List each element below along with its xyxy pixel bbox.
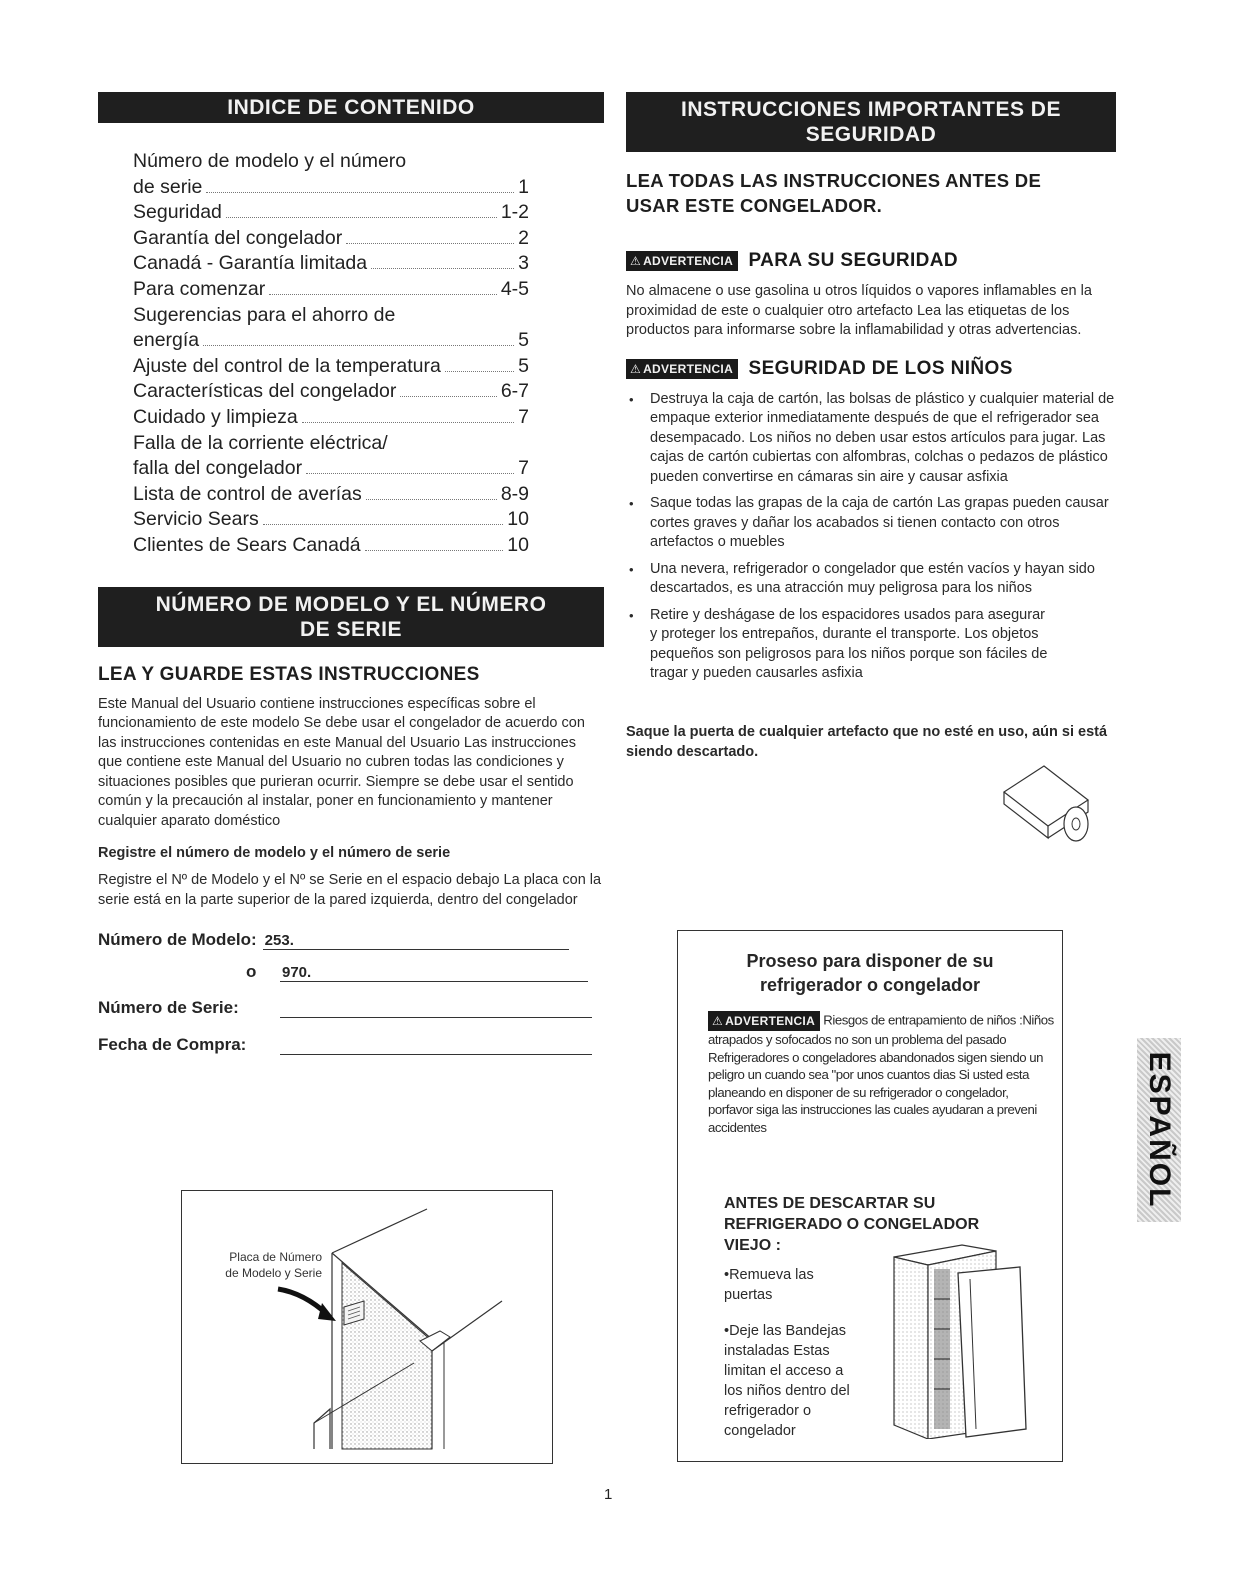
model-number-alt-row [98,956,604,982]
toc-entry-label: Sugerencias para el ahorro de [133,303,396,326]
model-number-field-1[interactable]: 253. [263,932,569,950]
register-heading: Registre el número de modelo y el número de serie [98,845,451,861]
right-column [626,92,1116,762]
toc-leader-dots [346,243,514,244]
entrapment-lead: Riesgos de entrapamiento [823,1012,967,1028]
toc-entry-page: 5 [518,329,529,352]
disposal-steps [724,1265,864,1441]
warning-badge [708,1011,820,1031]
toc-leader-dots [302,422,514,423]
warning-badge [626,359,738,379]
serial-number-row [98,992,604,1018]
toc-entry [133,379,529,405]
toc-entry [133,533,529,559]
toc-entry-label: Cuidado y limpieza [133,405,298,428]
toc-entry-page: 1 [518,175,529,198]
model-number-field-2[interactable]: 970. [280,964,588,982]
model-title-line2: DE SERIE [299,617,403,641]
toc-leader-dots [226,217,497,218]
manual-intro-text: Este Manual del Usuario contiene instrucciones específicas sobre el funcionamiento de este modelo Se debe usar el congelador de acuerdo con las instrucciones contenidas en este Manual del Usuario Las instrucciones que contiene este Manual del Usuario no cubren todas las condiciones y situaciones posibles que purieran ocurrir. Siempre se debe usar el sentido común y la precaución al instalar, poner en funcionamiento y mantener cualquier aparato doméstico [98,695,585,829]
warning-badge-label: ADVERTENCIA [725,1014,816,1028]
toc-entry-label: Clientes de Sears Canadá [133,533,361,556]
toc-entry-label: Ajuste del control de la temperatura [133,354,441,377]
toc-title: INDICE DE CONTENIDO [98,92,604,123]
warning-children-header [626,358,1116,380]
model-title-line1: NÚMERO DE MODELO Y EL NÚMERO [155,592,547,616]
model-number-row [98,924,604,950]
toc-leader-dots [365,550,504,551]
toc-entry-page: 7 [518,405,529,428]
table-of-contents [133,149,529,559]
warning-badge-label: ADVERTENCIA [643,361,734,376]
toc-entry-label: Número de modelo y el número [133,150,407,172]
toc-entry [133,354,529,380]
toc-entry [133,405,529,431]
toc-entry-page: 8-9 [500,482,529,505]
toc-leader-dots [206,192,514,193]
page-number: 1 [604,1486,613,1503]
toc-leader-dots [306,473,514,474]
step-leave-shelves: •Deje las Bandejas instaladas Estas limitan el acceso a los niños dentro del refrigerador o congelador [724,1323,850,1439]
toc-entry-label: Para comenzar [133,277,266,300]
model-section-title [98,587,604,647]
toc-entry [133,456,529,482]
toc-entry-label: Falla de la corriente eléctrica/ [133,431,388,454]
toc-entry [133,431,529,457]
language-tab-label: ESPAÑOL [1143,1051,1176,1209]
toc-leader-dots [366,499,497,500]
toc-leader-dots [203,345,514,346]
safety-section-title [626,92,1116,152]
warning-badge-label: ADVERTENCIA [643,254,734,268]
toc-entry-page: 4-5 [500,277,529,300]
child-safety-item: • Saque todas las grapas de la caja de cartón Las grapas pueden causar cortes graves y dañar los acabados si tienen contacto con otros artefactos o muebles [626,494,1116,553]
safety-title-line2: SEGURIDAD [805,123,937,146]
toc-entry-label: de serie [133,175,203,198]
read-keep-heading: LEA Y GUARDE ESTAS INSTRUCCIONES [98,663,480,685]
left-column [98,92,604,1055]
read-all-heading: LEA TODAS LAS INSTRUCCIONES ANTES DE USAR ESTE CONGELADOR. [626,170,1042,216]
toc-entry-page: 2 [518,226,529,249]
toc-entry [133,175,529,201]
toc-entry [133,507,529,533]
toc-leader-dots [269,294,497,295]
toc-entry [133,149,529,175]
toc-entry-page: 3 [518,252,529,275]
purchase-date-field[interactable] [280,1054,592,1055]
toc-entry-label: Seguridad [133,201,222,224]
warning-badge [626,251,738,271]
flammable-warning-text: No almacene o use gasolina u otros líquidos o vapores inflamables en la proximidad de este o cualquier otro artefacto Lea las etiquetas de los productos para informarse sobre la inflamabilidad y otras advertencias. [626,283,1092,338]
entrapment-warning [708,1011,1054,1137]
toc-entry-page: 10 [507,533,529,556]
toc-entry [133,303,529,329]
toc-entry-label: Servicio Sears [133,508,259,531]
safety-title-line1: INSTRUCCIONES IMPORTANTES DE [681,98,1061,121]
toc-entry [133,226,529,252]
model-number-label: Número de Modelo: [98,930,257,949]
warning-title-safety: PARA SU SEGURIDAD [748,250,958,271]
disposal-title: Proseso para disponer de su refrigerador o congelador [746,951,994,995]
toc-leader-dots [263,524,504,525]
toc-leader-dots [445,371,514,372]
serial-number-field[interactable] [280,1017,592,1018]
warning-safety-header [626,250,1116,272]
toc-entry-page: 6-7 [500,380,529,403]
child-safety-item: • Retire y deshágase de los espacidores usados para asegurar y proteger los entrepaños, durante el transporte. Los objetos pequeños son peligrosos para los niños porque son fáciles de tragar y pueden causarles asfixia [626,606,1050,684]
child-safety-item: • Destruya la caja de cartón, las bolsas de plástico y cualquier material de empaque exterior inmediatamente después de que el refrigerador sea desempacado. Los niños no deben usar estos artículos para jugar. Las cajas de cartón cubiertas con alfombras, colchas o pedazos de plástico pueden convertirse en cámaras sin aire y causar asfixia [626,390,1116,488]
toc-entry-page: 1-2 [500,201,529,224]
freezer-door-removed-drawing [886,1239,1036,1439]
door-removal-note: Saque la puerta de cualquier artefacto que no esté en uso, aún si está siendo descartado. [626,723,1108,760]
model-plate-illustration [181,1190,553,1464]
toc-entry [133,251,529,277]
toc-entry [133,200,529,226]
child-safety-item: • Una nevera, refrigerador o congelador que estén vacíos y hayan sido descartados, es una atracción muy peligrosa para los niños [626,560,1116,599]
plate-caption-line2: de Modelo y Serie [225,1266,322,1280]
toc-leader-dots [400,396,496,397]
toc-leader-dots [371,268,514,269]
freezer-corner-drawing [182,1191,552,1463]
toc-entry [133,277,529,303]
serial-number-label: Número de Serie: [98,998,239,1017]
toc-entry-label: Lista de control de averías [133,482,362,505]
toc-entry [133,328,529,354]
warning-triangle-icon: ⚠ [630,361,642,376]
toc-entry-page: 5 [518,354,529,377]
purchase-date-label: Fecha de Compra: [98,1035,247,1054]
shelf-spacer-illustration [996,760,1100,848]
child-safety-list [626,390,1116,684]
register-text: Registre el Nº de Modelo y el Nº se Serie en el espacio debajo La placa con la serie está en la parte superior de la pared izquierda, dentro del congelador [98,872,602,908]
toc-entry [133,482,529,508]
language-side-tab [1137,1038,1181,1222]
before-discard-heading: ANTES DE DESCARTAR SU REFRIGERADO O CONGELADOR VIEJO : [724,1195,980,1254]
registration-fields [98,924,604,1055]
toc-entry-label: falla del congelador [133,457,303,480]
toc-entry-page: 7 [518,457,529,480]
toc-entry-label: Canadá - Garantía limitada [133,252,368,275]
toc-entry-label: energía [133,329,200,352]
warning-title-children: SEGURIDAD DE LOS NIÑOS [748,357,1013,379]
warning-triangle-icon: ⚠ [712,1014,724,1028]
purchase-date-row [98,1029,604,1055]
toc-entry-label: Características del congelador [133,380,397,403]
entrapment-text: de niños :Niños atrapados y sofocados no son un problema del pasado Refrigeradores o congeladores abandonados sigen siendo un peligro un cuando sea "por unos cuantos dias Si usted esta planeando en disponer de su refrigerador o congelador, porfavor siga las instrucciones las cuales ayudaran a preveni accidentes [708,1012,1054,1135]
warning-triangle-icon: ⚠ [630,254,642,268]
plate-caption-line1: Placa de Número [229,1250,322,1264]
toc-entry-label: Garantía del congelador [133,226,343,249]
disposal-procedure-box [677,930,1063,1462]
toc-entry-page: 10 [507,508,529,531]
or-label: o [246,962,257,981]
step-remove-doors: •Remueva las puertas [724,1267,814,1303]
